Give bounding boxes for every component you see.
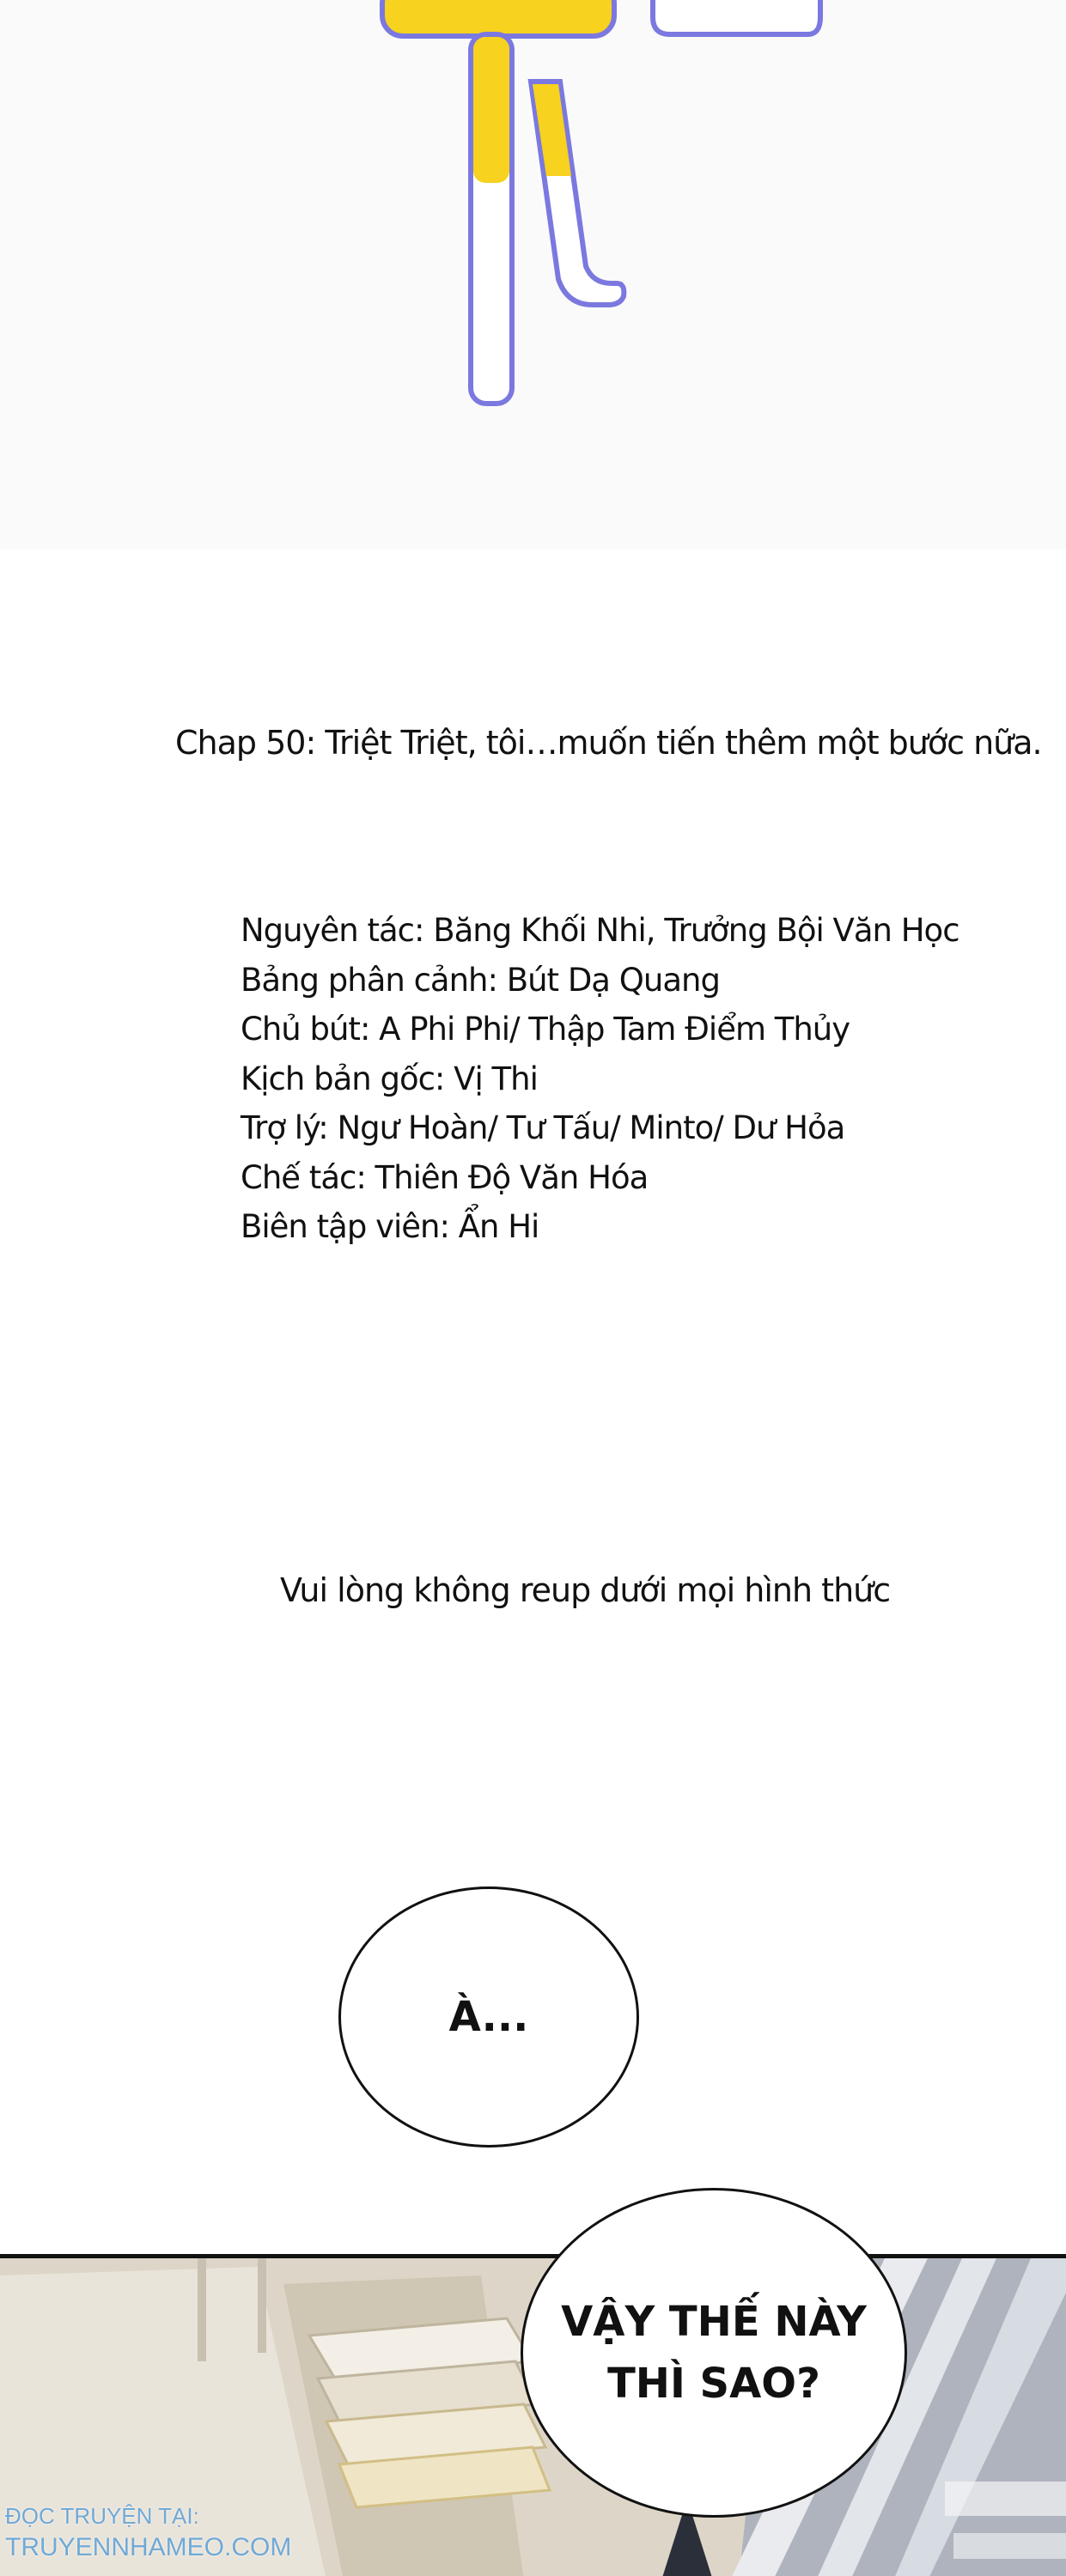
- credit-editor: Biên tập viên: Ẩn Hi: [241, 1208, 539, 1245]
- credit-assistants: Trợ lý: Ngư Hoàn/ Tư Tấu/ Minto/ Dư Hỏa: [241, 1109, 845, 1146]
- credits-block: [241, 906, 959, 1252]
- watermark-read-at: ĐỌC TRUYỆN TẠI:: [5, 2503, 199, 2529]
- speech-bubble-first: [338, 1886, 639, 2148]
- speech-bubble-first-text: À...: [448, 1993, 529, 2041]
- credit-lead-artist: Chủ bút: A Phi Phi/ Thập Tam Điểm Thủy: [241, 1011, 850, 1048]
- credit-original-author: Nguyên tác: Băng Khối Nhi, Trưởng Bội Văn Học: [241, 912, 959, 949]
- no-reupload-notice: Vui lòng không reup dưới mọi hình thức: [280, 1571, 891, 1609]
- speech-bubble-second-text: VẬY THẾ NÀY THÌ SAO?: [561, 2298, 867, 2408]
- speech-bubble-second: [521, 2188, 907, 2518]
- credit-storyboard: Bảng phân cảnh: Bút Dạ Quang: [241, 961, 720, 999]
- credit-script: Kịch bản gốc: Vị Thi: [241, 1060, 538, 1097]
- credit-production: Chế tác: Thiên Độ Văn Hóa: [241, 1158, 649, 1196]
- title-logo-panel: [0, 0, 1066, 550]
- watermark-site[interactable]: TRUYENNHAMEO.COM: [5, 2533, 292, 2561]
- title-logo-art: [0, 0, 1066, 550]
- chapter-title: Chap 50: Triệt Triệt, tôi…muốn tiến thêm một bước nữa.: [175, 724, 1042, 762]
